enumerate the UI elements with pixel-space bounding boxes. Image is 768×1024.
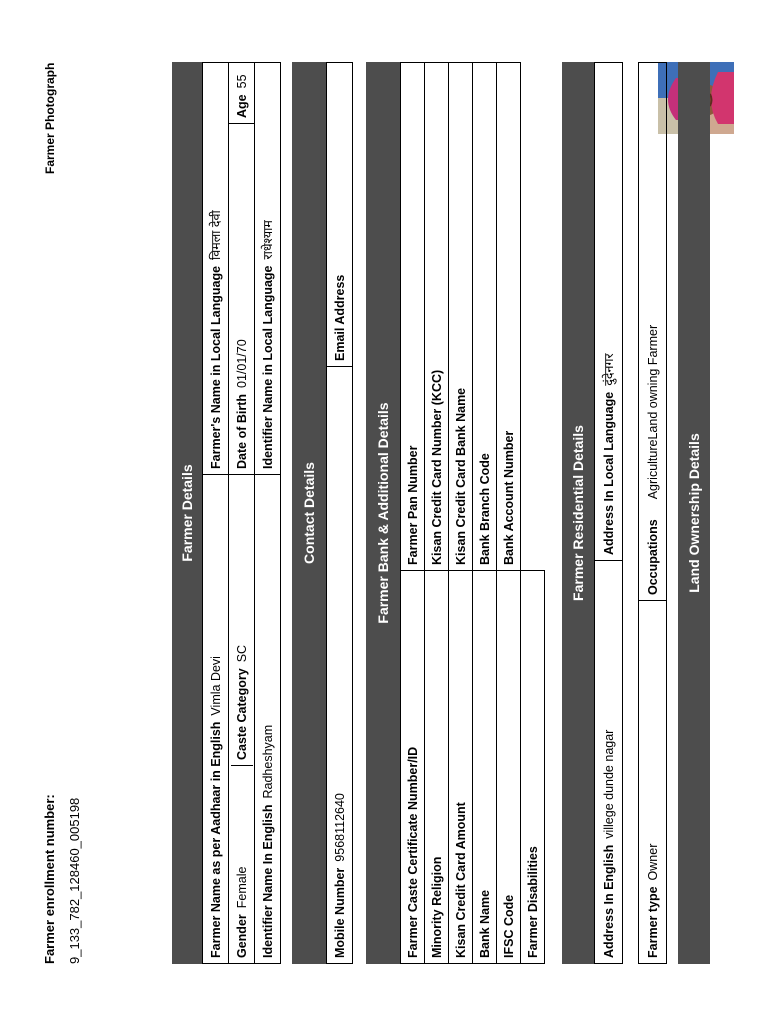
residential-details-table [594, 62, 623, 964]
farmer-type-value: Owner [645, 843, 660, 881]
name-local-value: विमला देवी [209, 210, 223, 260]
caste-certificate-label: Farmer Caste Certificate Number/ID [401, 571, 425, 964]
mobile-label: Mobile Number [332, 867, 347, 958]
residential-details-title: Farmer Residential Details [562, 62, 594, 964]
identifier-english-value: Radheshyam [260, 724, 275, 799]
address-local-value: दुंदेनगर [602, 353, 616, 386]
kcc-bank-name-label: Kisan Credit Card Bank Name [449, 63, 473, 571]
table-row [401, 63, 425, 964]
gender-field [235, 766, 249, 963]
table-row [473, 63, 497, 964]
name-english-label: Farmer Name as per Aadhaar in English [208, 721, 223, 958]
table-row [203, 63, 229, 964]
table-row [521, 63, 545, 964]
identifier-local-value: राधेश्याम [261, 220, 275, 260]
caste-value: SC [234, 644, 249, 663]
identifier-local-cell [255, 63, 281, 475]
contact-details-table [326, 62, 353, 964]
gender-label: Gender [234, 914, 249, 958]
address-english-value: villege dunde nagar [601, 729, 616, 839]
name-local-label: Farmer's Name in Local Language [209, 265, 223, 469]
address-local-label: Address In Local Language [602, 391, 616, 555]
name-local-cell [203, 63, 229, 475]
address-english-cell [595, 561, 623, 964]
mobile-cell [327, 367, 353, 964]
bank-details-title: Farmer Bank & Additional Details [366, 62, 400, 964]
caste-field [231, 475, 253, 766]
identifier-english-label: Identifier Name In English [260, 804, 275, 958]
bank-branch-code-label: Bank Branch Code [473, 63, 497, 571]
age-cell [229, 63, 255, 124]
farmer-details-title: Farmer Details [172, 62, 202, 964]
gender-caste-cell [229, 475, 255, 964]
table-row [425, 63, 449, 964]
contact-details-title: Contact Details [292, 62, 326, 964]
kcc-number-label: Kisan Credit Card Number (KCC) [425, 63, 449, 571]
table-row [255, 63, 281, 964]
empty-cell [521, 63, 545, 571]
table-row [595, 63, 623, 964]
dob-label: Date of Birth [234, 394, 249, 469]
occupations-value: AgricultureLand owning Farmer [645, 324, 660, 500]
farmer-type-table [638, 62, 667, 964]
ifsc-code-label: IFSC Code [497, 571, 521, 964]
land-ownership-title: Land Ownership Details [678, 62, 710, 964]
photo-label: Farmer Photograph [43, 62, 57, 174]
name-english-cell [203, 475, 229, 964]
identifier-english-cell [255, 475, 281, 964]
bank-account-number-label: Bank Account Number [497, 63, 521, 571]
farmer-type-label: Farmer type [645, 886, 660, 958]
table-row [639, 63, 667, 964]
farmer-details-table [202, 62, 281, 964]
enrollment-label: Farmer enrollment number: [42, 794, 57, 964]
bank-details-table [400, 62, 545, 964]
farmer-disabilities-label: Farmer Disabilities [521, 571, 545, 964]
address-english-label: Address In English [601, 844, 616, 958]
mobile-value: 9568112640 [332, 793, 347, 862]
address-local-cell [595, 63, 623, 561]
age-label: Age [234, 94, 249, 118]
table-row [229, 63, 255, 964]
name-english-value: Vimla Devi [208, 656, 223, 716]
dob-value: 01/01/70 [234, 339, 249, 388]
age-value: 55 [234, 74, 249, 89]
kcc-amount-label: Kisan Credit Card Amount [449, 571, 473, 964]
table-row [449, 63, 473, 964]
email-cell [327, 63, 353, 367]
enrollment-number: 9_133_782_128460_005198 [67, 797, 82, 964]
table-row [497, 63, 521, 964]
pan-number-label: Farmer Pan Number [401, 63, 425, 571]
occupations-label: Occupations [645, 519, 660, 595]
dob-cell [229, 124, 255, 475]
occupations-cell [639, 63, 667, 601]
minority-religion-label: Minority Religion [425, 571, 449, 964]
gender-value: Female [234, 866, 249, 909]
caste-label: Caste Category [234, 668, 249, 760]
identifier-local-label: Identifier Name in Local Language [261, 265, 275, 469]
farmer-type-cell [639, 601, 667, 964]
bank-name-label: Bank Name [473, 571, 497, 964]
table-row [327, 63, 353, 964]
email-label: Email Address [332, 274, 347, 361]
